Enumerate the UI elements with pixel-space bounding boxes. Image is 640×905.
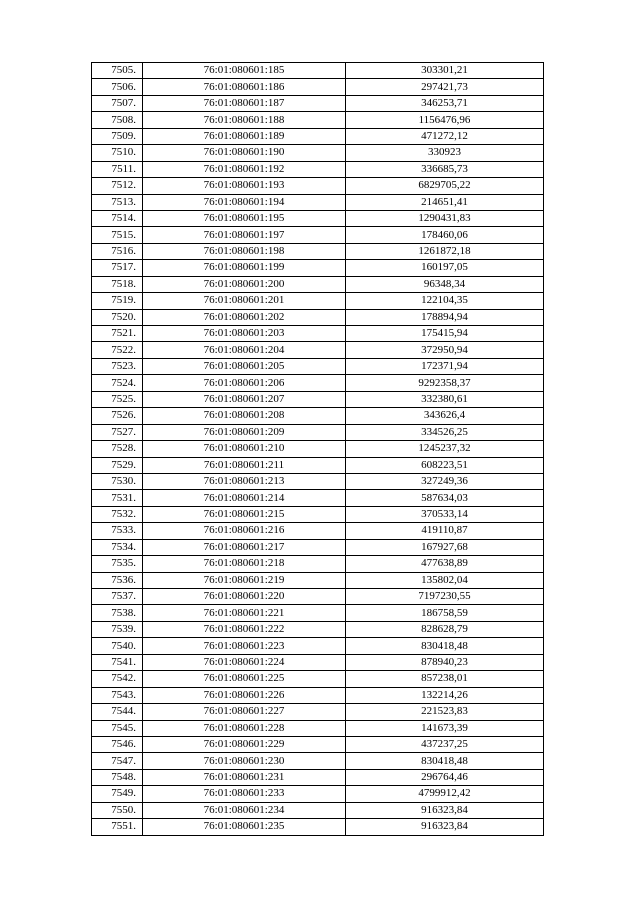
table-row (92, 687, 544, 703)
cadastral-value-cell: 1290431,83 (346, 210, 544, 226)
table-row (92, 621, 544, 637)
table-row (92, 802, 544, 818)
cadastral-number-cell: 76:01:080601:215 (143, 506, 346, 522)
cadastral-number-cell: 76:01:080601:234 (143, 802, 346, 818)
cadastral-value-cell: 141673,39 (346, 720, 544, 736)
table-row (92, 638, 544, 654)
table-row (92, 753, 544, 769)
cadastral-value-cell: 178894,94 (346, 309, 544, 325)
cadastral-value-cell: 327249,36 (346, 473, 544, 489)
row-number-cell: 7549. (92, 786, 143, 802)
cadastral-number-cell: 76:01:080601:222 (143, 621, 346, 637)
cadastral-number-cell: 76:01:080601:233 (143, 786, 346, 802)
cadastral-value-cell: 608223,51 (346, 457, 544, 473)
cadastral-value-cell: 419110,87 (346, 523, 544, 539)
row-number-cell: 7546. (92, 736, 143, 752)
cadastral-number-cell: 76:01:080601:224 (143, 654, 346, 670)
table-row (92, 671, 544, 687)
cadastral-number-cell: 76:01:080601:229 (143, 736, 346, 752)
row-number-cell: 7533. (92, 523, 143, 539)
cadastral-number-cell: 76:01:080601:194 (143, 194, 346, 210)
table-row (92, 490, 544, 506)
table-row (92, 720, 544, 736)
cadastral-number-cell: 76:01:080601:221 (143, 605, 346, 621)
row-number-cell: 7512. (92, 178, 143, 194)
cadastral-number-cell: 76:01:080601:206 (143, 375, 346, 391)
row-number-cell: 7507. (92, 95, 143, 111)
cadastral-number-cell: 76:01:080601:218 (143, 556, 346, 572)
cadastral-value-cell: 332380,61 (346, 391, 544, 407)
row-number-cell: 7525. (92, 391, 143, 407)
cadastral-value-cell: 857238,01 (346, 671, 544, 687)
table-row (92, 704, 544, 720)
table-row (92, 556, 544, 572)
cadastral-number-cell: 76:01:080601:193 (143, 178, 346, 194)
table-row (92, 572, 544, 588)
table-row (92, 506, 544, 522)
row-number-cell: 7539. (92, 621, 143, 637)
table-row (92, 523, 544, 539)
cadastral-number-cell: 76:01:080601:231 (143, 769, 346, 785)
cadastral-value-cell: 330923 (346, 145, 544, 161)
cadastral-value-cell: 370533,14 (346, 506, 544, 522)
cadastral-value-cell: 214651,41 (346, 194, 544, 210)
table-row (92, 260, 544, 276)
table-row (92, 79, 544, 95)
table-row (92, 128, 544, 144)
cadastral-value-cell: 9292358,37 (346, 375, 544, 391)
cadastral-number-cell: 76:01:080601:225 (143, 671, 346, 687)
table-body (92, 63, 544, 836)
table-row (92, 457, 544, 473)
cadastral-number-cell: 76:01:080601:202 (143, 309, 346, 325)
cadastral-value-cell: 7197230,55 (346, 589, 544, 605)
cadastral-value-cell: 587634,03 (346, 490, 544, 506)
row-number-cell: 7509. (92, 128, 143, 144)
row-number-cell: 7524. (92, 375, 143, 391)
row-number-cell: 7545. (92, 720, 143, 736)
cadastral-number-cell: 76:01:080601:185 (143, 63, 346, 79)
row-number-cell: 7526. (92, 408, 143, 424)
cadastral-value-cell: 830418,48 (346, 638, 544, 654)
table-row (92, 276, 544, 292)
row-number-cell: 7523. (92, 358, 143, 374)
row-number-cell: 7541. (92, 654, 143, 670)
row-number-cell: 7518. (92, 276, 143, 292)
cadastral-number-cell: 76:01:080601:216 (143, 523, 346, 539)
cadastral-value-cell: 916323,84 (346, 802, 544, 818)
cadastral-value-cell: 135802,04 (346, 572, 544, 588)
row-number-cell: 7514. (92, 210, 143, 226)
cadastral-number-cell: 76:01:080601:186 (143, 79, 346, 95)
cadastral-number-cell: 76:01:080601:200 (143, 276, 346, 292)
table-row (92, 473, 544, 489)
cadastral-number-cell: 76:01:080601:214 (143, 490, 346, 506)
cadastral-number-cell: 76:01:080601:210 (143, 441, 346, 457)
cadastral-value-cell: 132214,26 (346, 687, 544, 703)
row-number-cell: 7544. (92, 704, 143, 720)
cadastral-number-cell: 76:01:080601:195 (143, 210, 346, 226)
table-row (92, 243, 544, 259)
cadastral-value-cell: 1261872,18 (346, 243, 544, 259)
cadastral-number-cell: 76:01:080601:204 (143, 342, 346, 358)
cadastral-number-cell: 76:01:080601:198 (143, 243, 346, 259)
row-number-cell: 7521. (92, 326, 143, 342)
table-row (92, 358, 544, 374)
table-row (92, 194, 544, 210)
row-number-cell: 7506. (92, 79, 143, 95)
row-number-cell: 7550. (92, 802, 143, 818)
cadastral-number-cell: 76:01:080601:197 (143, 227, 346, 243)
cadastral-value-cell: 175415,94 (346, 326, 544, 342)
cadastral-value-cell: 334526,25 (346, 424, 544, 440)
cadastral-number-cell: 76:01:080601:211 (143, 457, 346, 473)
table-row (92, 819, 544, 835)
cadastral-number-cell: 76:01:080601:201 (143, 293, 346, 309)
cadastral-value-cell: 437237,25 (346, 736, 544, 752)
cadastral-number-cell: 76:01:080601:188 (143, 112, 346, 128)
cadastral-number-cell: 76:01:080601:187 (143, 95, 346, 111)
cadastral-value-cell: 1245237,32 (346, 441, 544, 457)
table-row (92, 786, 544, 802)
table-row (92, 539, 544, 555)
table-row (92, 408, 544, 424)
cadastral-value-cell: 471272,12 (346, 128, 544, 144)
cadastral-number-cell: 76:01:080601:226 (143, 687, 346, 703)
row-number-cell: 7520. (92, 309, 143, 325)
cadastral-number-cell: 76:01:080601:190 (143, 145, 346, 161)
cadastral-value-cell: 96348,34 (346, 276, 544, 292)
row-number-cell: 7529. (92, 457, 143, 473)
cadastral-value-cell: 172371,94 (346, 358, 544, 374)
row-number-cell: 7530. (92, 473, 143, 489)
cadastral-number-cell: 76:01:080601:219 (143, 572, 346, 588)
row-number-cell: 7536. (92, 572, 143, 588)
cadastral-number-cell: 76:01:080601:189 (143, 128, 346, 144)
row-number-cell: 7510. (92, 145, 143, 161)
table-row (92, 605, 544, 621)
table-row (92, 326, 544, 342)
cadastral-number-cell: 76:01:080601:235 (143, 819, 346, 835)
cadastral-number-cell: 76:01:080601:228 (143, 720, 346, 736)
table-row (92, 309, 544, 325)
cadastral-value-cell: 1156476,96 (346, 112, 544, 128)
row-number-cell: 7505. (92, 63, 143, 79)
table-row (92, 161, 544, 177)
row-number-cell: 7513. (92, 194, 143, 210)
cadastral-value-cell: 346253,71 (346, 95, 544, 111)
row-number-cell: 7522. (92, 342, 143, 358)
cadastral-number-cell: 76:01:080601:217 (143, 539, 346, 555)
table-row (92, 145, 544, 161)
row-number-cell: 7516. (92, 243, 143, 259)
cadastral-number-cell: 76:01:080601:192 (143, 161, 346, 177)
table-row (92, 589, 544, 605)
row-number-cell: 7548. (92, 769, 143, 785)
row-number-cell: 7511. (92, 161, 143, 177)
cadastral-number-cell: 76:01:080601:199 (143, 260, 346, 276)
cadastral-value-cell: 372950,94 (346, 342, 544, 358)
table-row (92, 112, 544, 128)
cadastral-number-cell: 76:01:080601:203 (143, 326, 346, 342)
cadastral-value-cell: 221523,83 (346, 704, 544, 720)
table-row (92, 227, 544, 243)
table-row (92, 293, 544, 309)
cadastral-value-cell: 6829705,22 (346, 178, 544, 194)
cadastral-value-cell: 336685,73 (346, 161, 544, 177)
cadastral-value-table (91, 62, 544, 836)
row-number-cell: 7535. (92, 556, 143, 572)
cadastral-value-cell: 296764,46 (346, 769, 544, 785)
row-number-cell: 7537. (92, 589, 143, 605)
cadastral-value-cell: 828628,79 (346, 621, 544, 637)
cadastral-value-cell: 477638,89 (346, 556, 544, 572)
row-number-cell: 7515. (92, 227, 143, 243)
cadastral-number-cell: 76:01:080601:208 (143, 408, 346, 424)
cadastral-number-cell: 76:01:080601:207 (143, 391, 346, 407)
table-row (92, 441, 544, 457)
cadastral-value-cell: 303301,21 (346, 63, 544, 79)
table-row (92, 654, 544, 670)
table-row (92, 424, 544, 440)
table-row (92, 391, 544, 407)
row-number-cell: 7543. (92, 687, 143, 703)
cadastral-value-cell: 186758,59 (346, 605, 544, 621)
cadastral-value-cell: 297421,73 (346, 79, 544, 95)
cadastral-value-cell: 343626,4 (346, 408, 544, 424)
row-number-cell: 7527. (92, 424, 143, 440)
row-number-cell: 7531. (92, 490, 143, 506)
cadastral-value-cell: 122104,35 (346, 293, 544, 309)
table-row (92, 95, 544, 111)
table-row (92, 375, 544, 391)
cadastral-value-cell: 167927,68 (346, 539, 544, 555)
cadastral-number-cell: 76:01:080601:209 (143, 424, 346, 440)
row-number-cell: 7540. (92, 638, 143, 654)
cadastral-value-cell: 878940,23 (346, 654, 544, 670)
row-number-cell: 7547. (92, 753, 143, 769)
cadastral-number-cell: 76:01:080601:227 (143, 704, 346, 720)
cadastral-number-cell: 76:01:080601:205 (143, 358, 346, 374)
table-row (92, 63, 544, 79)
table-row (92, 342, 544, 358)
cadastral-number-cell: 76:01:080601:223 (143, 638, 346, 654)
row-number-cell: 7542. (92, 671, 143, 687)
row-number-cell: 7517. (92, 260, 143, 276)
row-number-cell: 7532. (92, 506, 143, 522)
row-number-cell: 7519. (92, 293, 143, 309)
row-number-cell: 7508. (92, 112, 143, 128)
cadastral-value-cell: 4799912,42 (346, 786, 544, 802)
cadastral-number-cell: 76:01:080601:230 (143, 753, 346, 769)
row-number-cell: 7551. (92, 819, 143, 835)
cadastral-value-cell: 830418,48 (346, 753, 544, 769)
table-row (92, 210, 544, 226)
row-number-cell: 7538. (92, 605, 143, 621)
table-row (92, 178, 544, 194)
row-number-cell: 7534. (92, 539, 143, 555)
table-row (92, 736, 544, 752)
table-row (92, 769, 544, 785)
cadastral-value-cell: 916323,84 (346, 819, 544, 835)
cadastral-value-cell: 178460,06 (346, 227, 544, 243)
cadastral-value-cell: 160197,05 (346, 260, 544, 276)
cadastral-number-cell: 76:01:080601:220 (143, 589, 346, 605)
cadastral-number-cell: 76:01:080601:213 (143, 473, 346, 489)
row-number-cell: 7528. (92, 441, 143, 457)
